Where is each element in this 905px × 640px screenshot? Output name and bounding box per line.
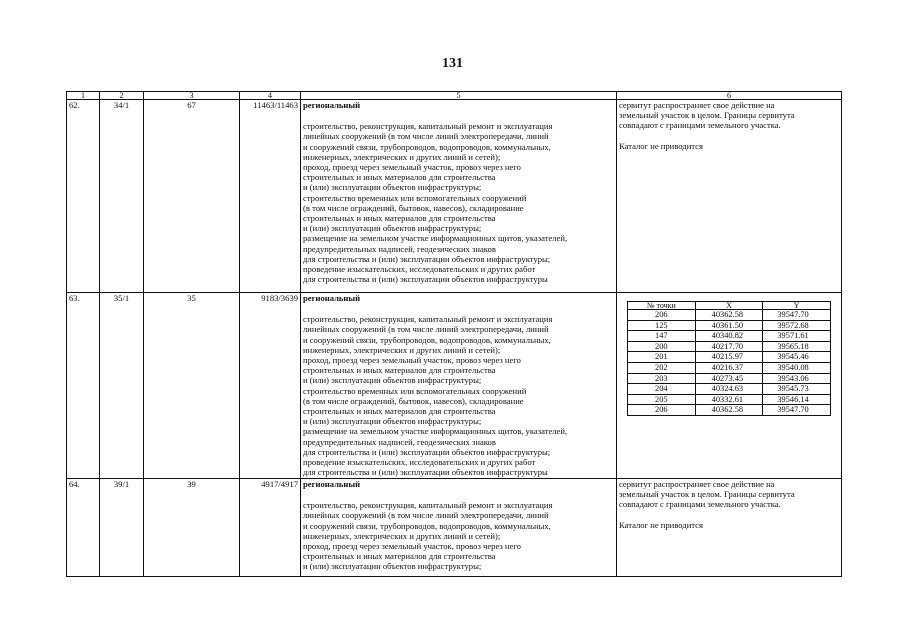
note-line: земельный участок в целом. Границы сервитута (619, 110, 795, 121)
point-number: 206 (628, 405, 696, 416)
purpose-line: строительство временных или вспомогательных сооружений (303, 192, 527, 203)
purpose-line: линейных сооружений (в том числе линий электропередачи, линий (303, 131, 549, 142)
purpose-line: для строительства и (или) эксплуатации объектов инфраструктуры (303, 274, 548, 285)
note-line: сервитут распространяет свое действие на (619, 100, 775, 110)
point-number: 125 (628, 320, 696, 331)
coordinates-row (628, 352, 831, 363)
point-number: 201 (628, 352, 696, 363)
coordinates-header: № точки (628, 302, 696, 310)
coordinates-row (628, 310, 831, 321)
purpose-line: строительных и иных материалов для строительства (303, 406, 496, 417)
purpose-line: (в том числе ограждений, бытовок, навесов), складирование (303, 395, 524, 406)
point-y: 39547.70 (763, 310, 831, 321)
table-row (67, 479, 842, 577)
page-number: 131 (442, 56, 463, 71)
boundary-cell (617, 479, 842, 577)
purpose-line: строительных и иных материалов для строительства (303, 365, 496, 376)
note-gap (619, 131, 839, 141)
purpose-line: проведение изыскательских, исследовательских и других работ (303, 457, 536, 468)
catalog-note: Каталог не приводится (619, 140, 703, 151)
point-y: 39565.18 (763, 341, 831, 352)
purpose-line: для строительства и (или) эксплуатации объектов инфраструктуры; (303, 446, 551, 457)
purpose-cell (301, 479, 617, 577)
boundary-cell (617, 100, 842, 293)
purpose-line: линейных сооружений (в том числе линий электропередачи, линий (303, 324, 549, 335)
point-x: 40217.70 (695, 341, 763, 352)
table-header-row (67, 92, 842, 100)
purpose-line: для строительства и (или) эксплуатации объектов инфраструктуры; (303, 253, 551, 264)
boundary-note (619, 479, 839, 530)
col-header-2: 2 (100, 92, 144, 100)
boundary-cell (617, 293, 842, 479)
zone-number: 35/1 (100, 293, 144, 479)
servitude-type: региональный (303, 100, 361, 110)
point-y: 39545.46 (763, 352, 831, 363)
row-number: 62. (67, 100, 100, 293)
coordinates-row (628, 362, 831, 373)
point-x: 40340.82 (695, 331, 763, 342)
purpose-line: строительных и иных материалов для строительства (303, 213, 496, 224)
purpose-text (303, 500, 614, 571)
purpose-line: строительство временных или вспомогательных сооружений (303, 385, 527, 396)
point-x: 40215.97 (695, 352, 763, 363)
parcel-number: 67 (144, 100, 240, 293)
purpose-line: проход, проезд через земельный участок, провоз через него (303, 162, 521, 173)
point-y: 39571.61 (763, 331, 831, 342)
purpose-cell (301, 293, 617, 479)
boundary-note (619, 100, 839, 151)
point-number: 202 (628, 362, 696, 373)
point-y: 39540.08 (763, 362, 831, 373)
purpose-line: проход, проезд через земельный участок, провоз через него (303, 355, 521, 366)
parcel-number: 35 (144, 293, 240, 479)
point-x: 40362.58 (695, 310, 763, 321)
purpose-line: и (или) эксплуатации объектов инфраструктуры; (303, 223, 482, 234)
purpose-line: и (или) эксплуатации объектов инфраструктуры; (303, 416, 482, 427)
coordinates-row (628, 384, 831, 395)
purpose-line: линейных сооружений (в том числе линий электропередачи, линий (303, 510, 549, 521)
coordinates-row (628, 394, 831, 405)
point-x: 40332.61 (695, 394, 763, 405)
coordinates-row (628, 373, 831, 384)
purpose-line: и сооружений связи, трубопроводов, водопроводов, коммунальных, (303, 520, 551, 531)
parcel-number: 39 (144, 479, 240, 577)
point-x: 40324.63 (695, 384, 763, 395)
col-header-6: 6 (617, 92, 842, 100)
purpose-line: размещение на земельном участке информационных щитов, указателей, (303, 426, 568, 437)
coordinates-row (628, 320, 831, 331)
point-number: 206 (628, 310, 696, 321)
purpose-line: (в том числе ограждений, бытовок, навесов), складирование (303, 202, 524, 213)
point-number: 200 (628, 341, 696, 352)
servitude-type: региональный (303, 479, 361, 489)
purpose-line: проход, проезд через земельный участок, провоз через него (303, 541, 521, 552)
point-y: 39547.70 (763, 405, 831, 416)
zone-number: 39/1 (100, 479, 144, 577)
coordinates-header: X (695, 302, 763, 310)
coordinates-header: Y (763, 302, 831, 310)
point-y: 39572.68 (763, 320, 831, 331)
point-x: 40273.45 (695, 373, 763, 384)
zone-number: 34/1 (100, 100, 144, 293)
note-line: сервитут распространяет свое действие на (619, 479, 775, 489)
note-line: совпадают с границами земельного участка. (619, 120, 781, 131)
purpose-line: инженерных, электрических и других линий и сетей); (303, 151, 501, 162)
purpose-line: строительных и иных материалов для строительства (303, 172, 496, 183)
point-x: 40362.58 (695, 405, 763, 416)
purpose-line: проведение изыскательских, исследовательских и других работ (303, 264, 536, 275)
point-number: 147 (628, 331, 696, 342)
purpose-line: и (или) эксплуатации объектов инфраструктуры; (303, 561, 482, 572)
table-row (67, 293, 842, 479)
purpose-line: строительство, реконструкция, капитальный ремонт и эксплуатация (303, 314, 553, 325)
purpose-line: и (или) эксплуатации объектов инфраструктуры; (303, 375, 482, 386)
point-y: 39543.06 (763, 373, 831, 384)
purpose-line: строительство, реконструкция, капитальный ремонт и эксплуатация (303, 500, 553, 511)
purpose-line: инженерных, электрических и других линий и сетей); (303, 530, 501, 541)
servitude-type: региональный (303, 293, 361, 303)
catalog-note: Каталог не приводится (619, 519, 703, 530)
purpose-line: инженерных, электрических и других линий и сетей); (303, 344, 501, 355)
point-number: 203 (628, 373, 696, 384)
row-number: 64. (67, 479, 100, 577)
point-x: 40216.37 (695, 362, 763, 373)
purpose-line: и сооружений связи, трубопроводов, водопроводов, коммунальных, (303, 334, 551, 345)
area-value: 9183/3639 (240, 293, 301, 479)
purpose-line: строительство, реконструкция, капитальный ремонт и эксплуатация (303, 121, 553, 132)
purpose-text (303, 314, 614, 477)
point-number: 205 (628, 394, 696, 405)
note-gap (619, 510, 839, 520)
servitude-table (66, 91, 842, 577)
point-y: 39545.73 (763, 384, 831, 395)
purpose-line: и (или) эксплуатации объектов инфраструктуры; (303, 182, 482, 193)
col-header-4: 4 (240, 92, 301, 100)
point-x: 40361.50 (695, 320, 763, 331)
note-line: совпадают с границами земельного участка. (619, 499, 781, 510)
purpose-line: предупредительных надписей, геодезических знаков (303, 243, 496, 254)
purpose-line: и сооружений связи, трубопроводов, водопроводов, коммунальных, (303, 141, 551, 152)
col-header-5: 5 (301, 92, 617, 100)
coordinates-header-row (628, 302, 831, 310)
col-header-1: 1 (67, 92, 100, 100)
point-y: 39546.14 (763, 394, 831, 405)
purpose-line: размещение на земельном участке информационных щитов, указателей, (303, 233, 568, 244)
coordinates-row (628, 341, 831, 352)
purpose-line: строительных и иных материалов для строительства (303, 551, 496, 562)
point-number: 204 (628, 384, 696, 395)
purpose-line: для строительства и (или) эксплуатации объектов инфраструктуры (303, 467, 548, 478)
area-value: 4917/4917 (240, 479, 301, 577)
coordinates-row (628, 331, 831, 342)
area-value: 11463/11463 (240, 100, 301, 293)
row-number: 63. (67, 293, 100, 479)
purpose-line: предупредительных надписей, геодезических знаков (303, 436, 496, 447)
coordinates-table (627, 301, 831, 416)
note-line: земельный участок в целом. Границы сервитута (619, 489, 795, 500)
coordinates-row (628, 405, 831, 416)
col-header-3: 3 (144, 92, 240, 100)
table-row (67, 100, 842, 293)
purpose-cell (301, 100, 617, 293)
purpose-text (303, 121, 614, 284)
